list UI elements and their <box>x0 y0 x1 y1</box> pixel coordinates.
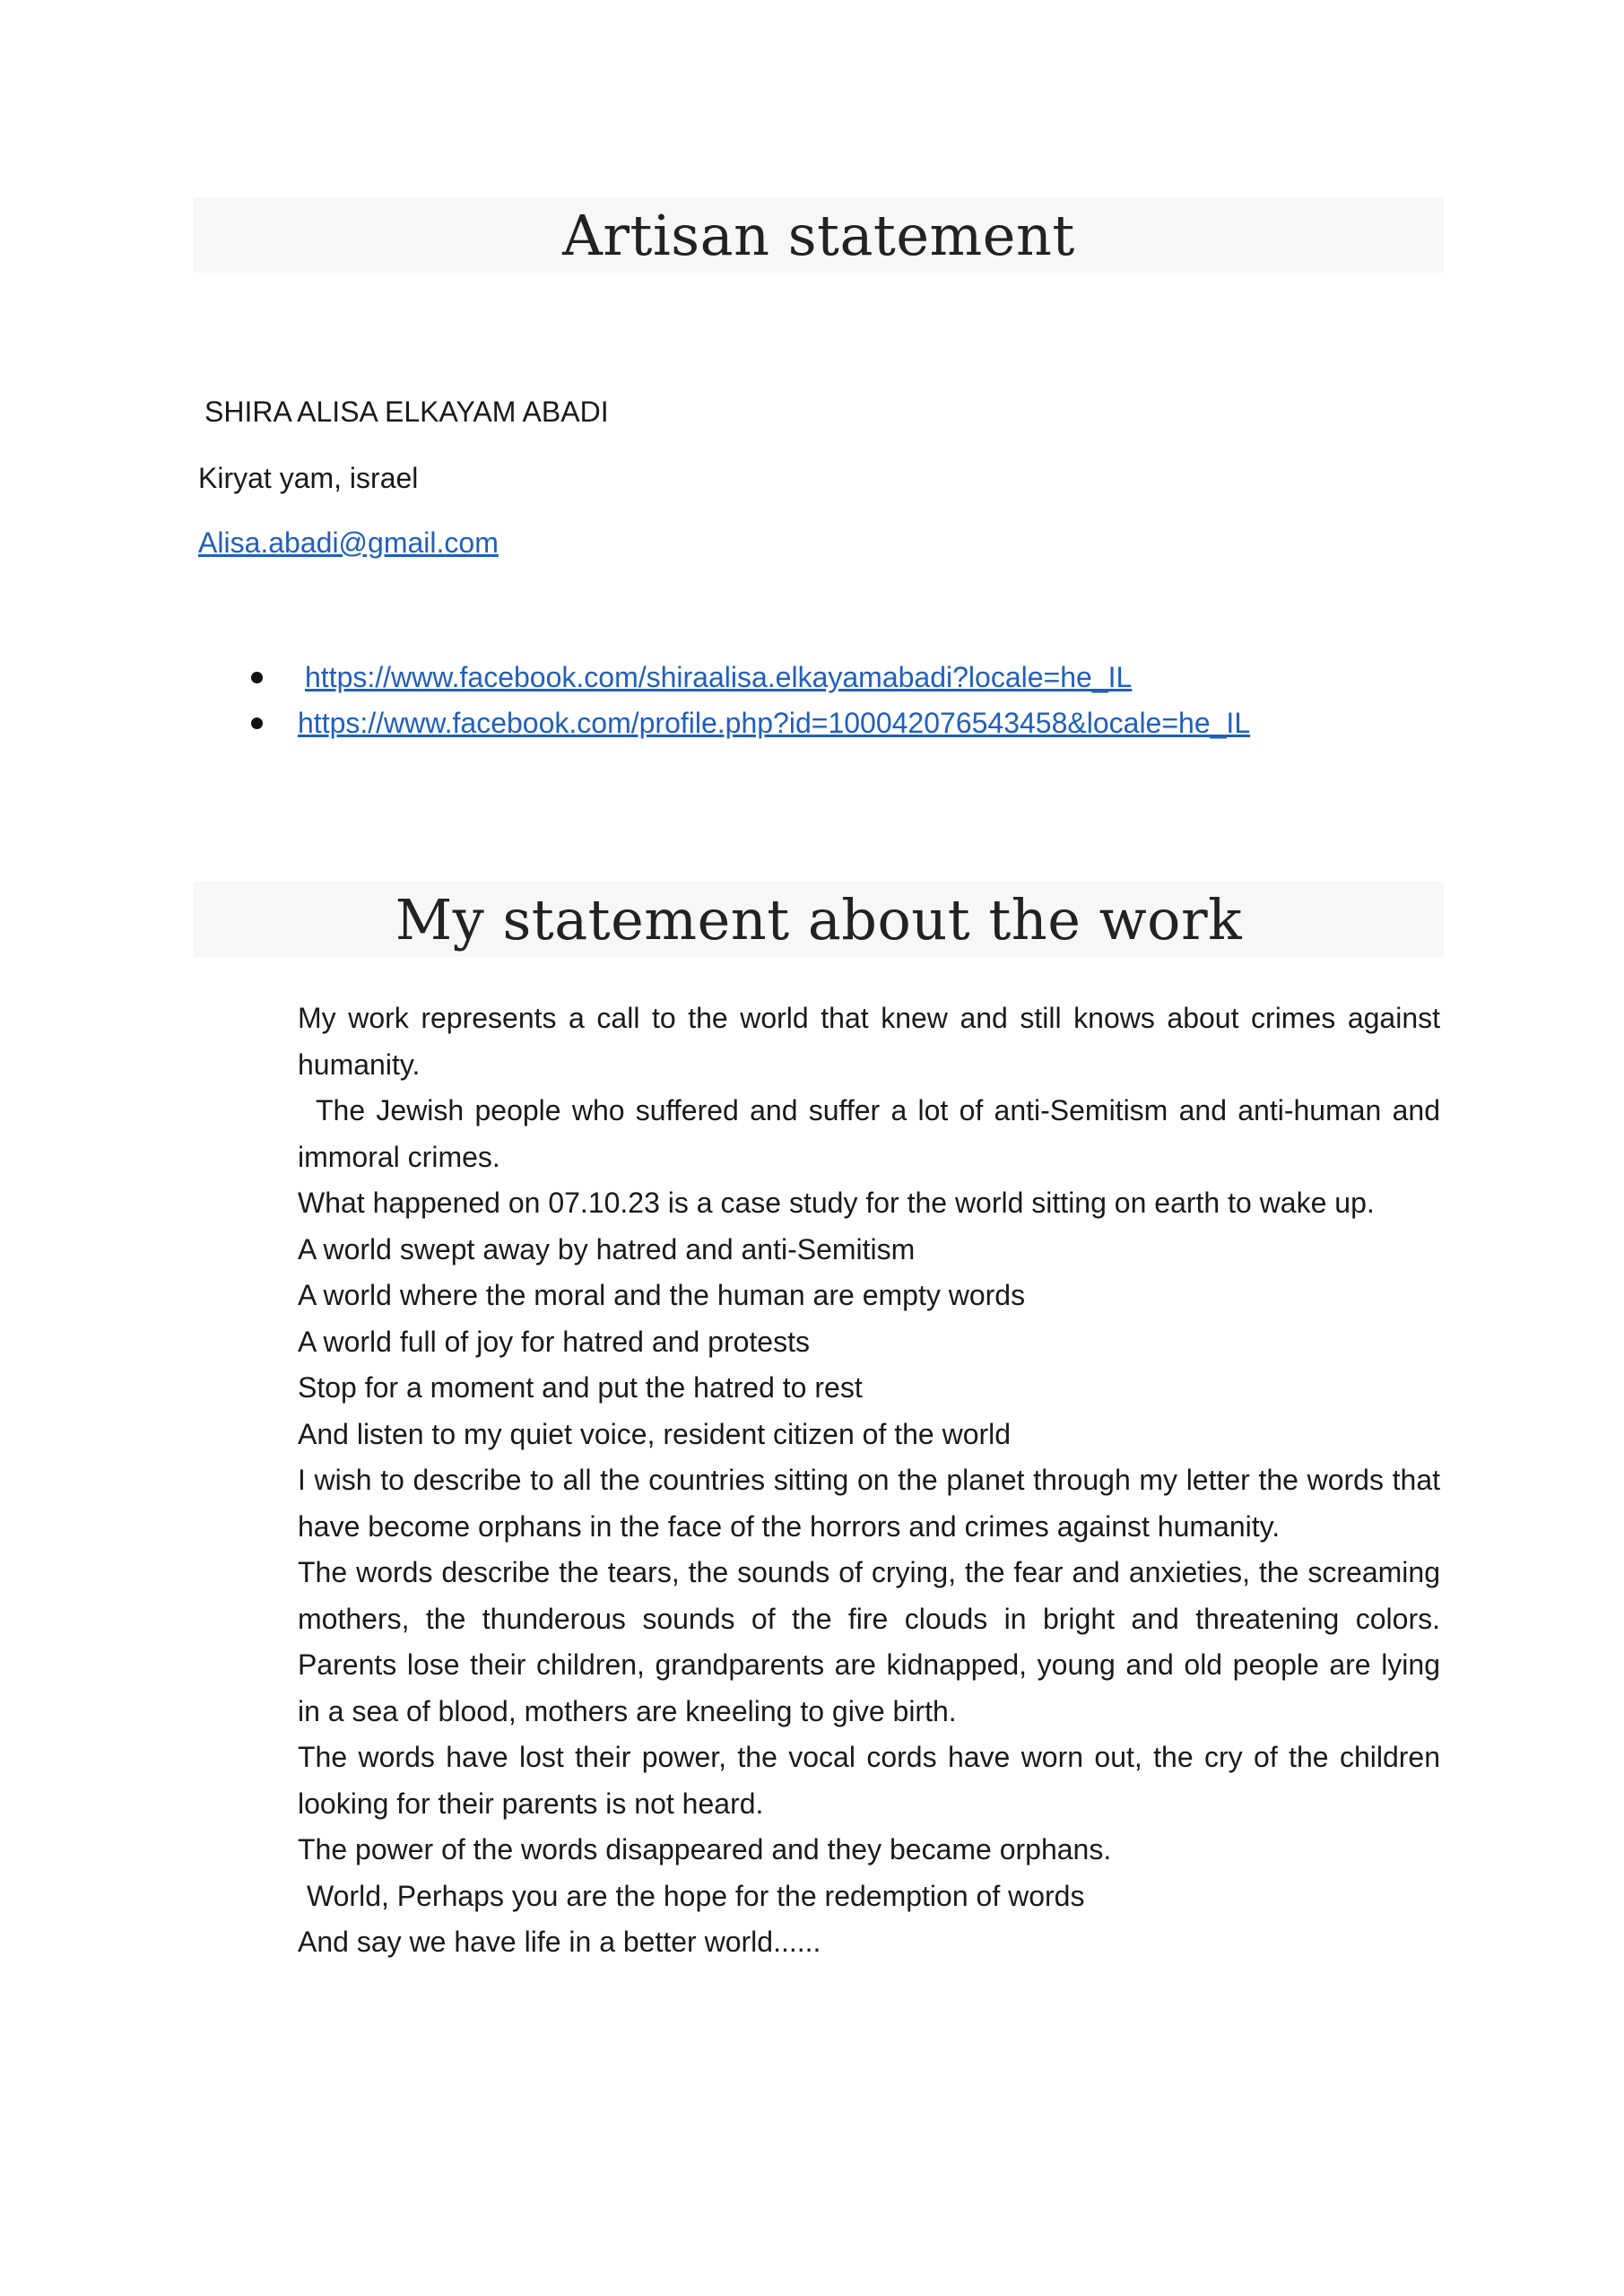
statement-paragraph: Stop for a moment and put the hatred to rest <box>298 1371 863 1404</box>
facebook-link[interactable]: https://www.facebook.com/shiraalisa.elkayamabadi?locale=he_IL <box>305 661 1133 693</box>
statement-body <box>298 996 1440 1966</box>
section-title: My statement about the work <box>395 886 1243 952</box>
author-location: Kiryat yam, israel <box>198 462 419 494</box>
statement-paragraph: A world where the moral and the human are empty words <box>298 1279 1026 1311</box>
statement-paragraph: The power of the words disappeared and they became orphans. <box>298 1833 1112 1866</box>
statement-paragraph: And say we have life in a better world...... <box>298 1926 821 1958</box>
statement-paragraph: I wish to describe to all the countries sitting on the planet through my letter the words that have become orphans in the face of the horrors and crimes against humanity. <box>298 1464 1440 1543</box>
statement-paragraph: The words have lost their power, the vocal cords have worn out, the cry of the children looking for their parents is not heard. <box>298 1741 1440 1820</box>
statement-paragraph: World, Perhaps you are the hope for the redemption of words <box>307 1879 1085 1912</box>
facebook-profile-link[interactable]: https://www.facebook.com/profile.php?id=100042076543458&locale=he_IL <box>298 707 1251 739</box>
bullet-icon <box>251 718 263 729</box>
statement-paragraph: The Jewish people who suffered and suffer a lot of anti-Semitism and anti-human and immoral crimes. <box>298 1094 1440 1173</box>
statement-paragraph: What happened on 07.10.23 is a case study for the world sitting on earth to wake up. <box>298 1187 1375 1219</box>
statement-paragraph: A world full of joy for hatred and protests <box>298 1325 810 1358</box>
statement-paragraph: My work represents a call to the world that knew and still knows about crimes against humanity. <box>298 1002 1440 1081</box>
statement-paragraph: And listen to my quiet voice, resident citizen of the world <box>298 1417 1012 1450</box>
email-link[interactable]: Alisa.abadi@gmail.com <box>198 526 499 559</box>
statement-paragraph: The words describe the tears, the sounds of crying, the fear and anxieties, the screaming mothers, the thunderous sounds of the fire clouds in bright and threatening colors. Parents lose their children, grandparents are kidnapped, young and old people are lying in a sea of blood, mothers are kneeling to give birth. <box>298 1556 1440 1727</box>
page-title: Artisan statement <box>562 202 1075 268</box>
bullet-icon <box>251 672 263 683</box>
title-band <box>194 197 1444 273</box>
statement-title-band <box>194 882 1444 957</box>
statement-paragraph: A world swept away by hatred and anti-Semitism <box>298 1232 916 1265</box>
author-name: SHIRA ALISA ELKAYAM ABADI <box>204 396 609 428</box>
